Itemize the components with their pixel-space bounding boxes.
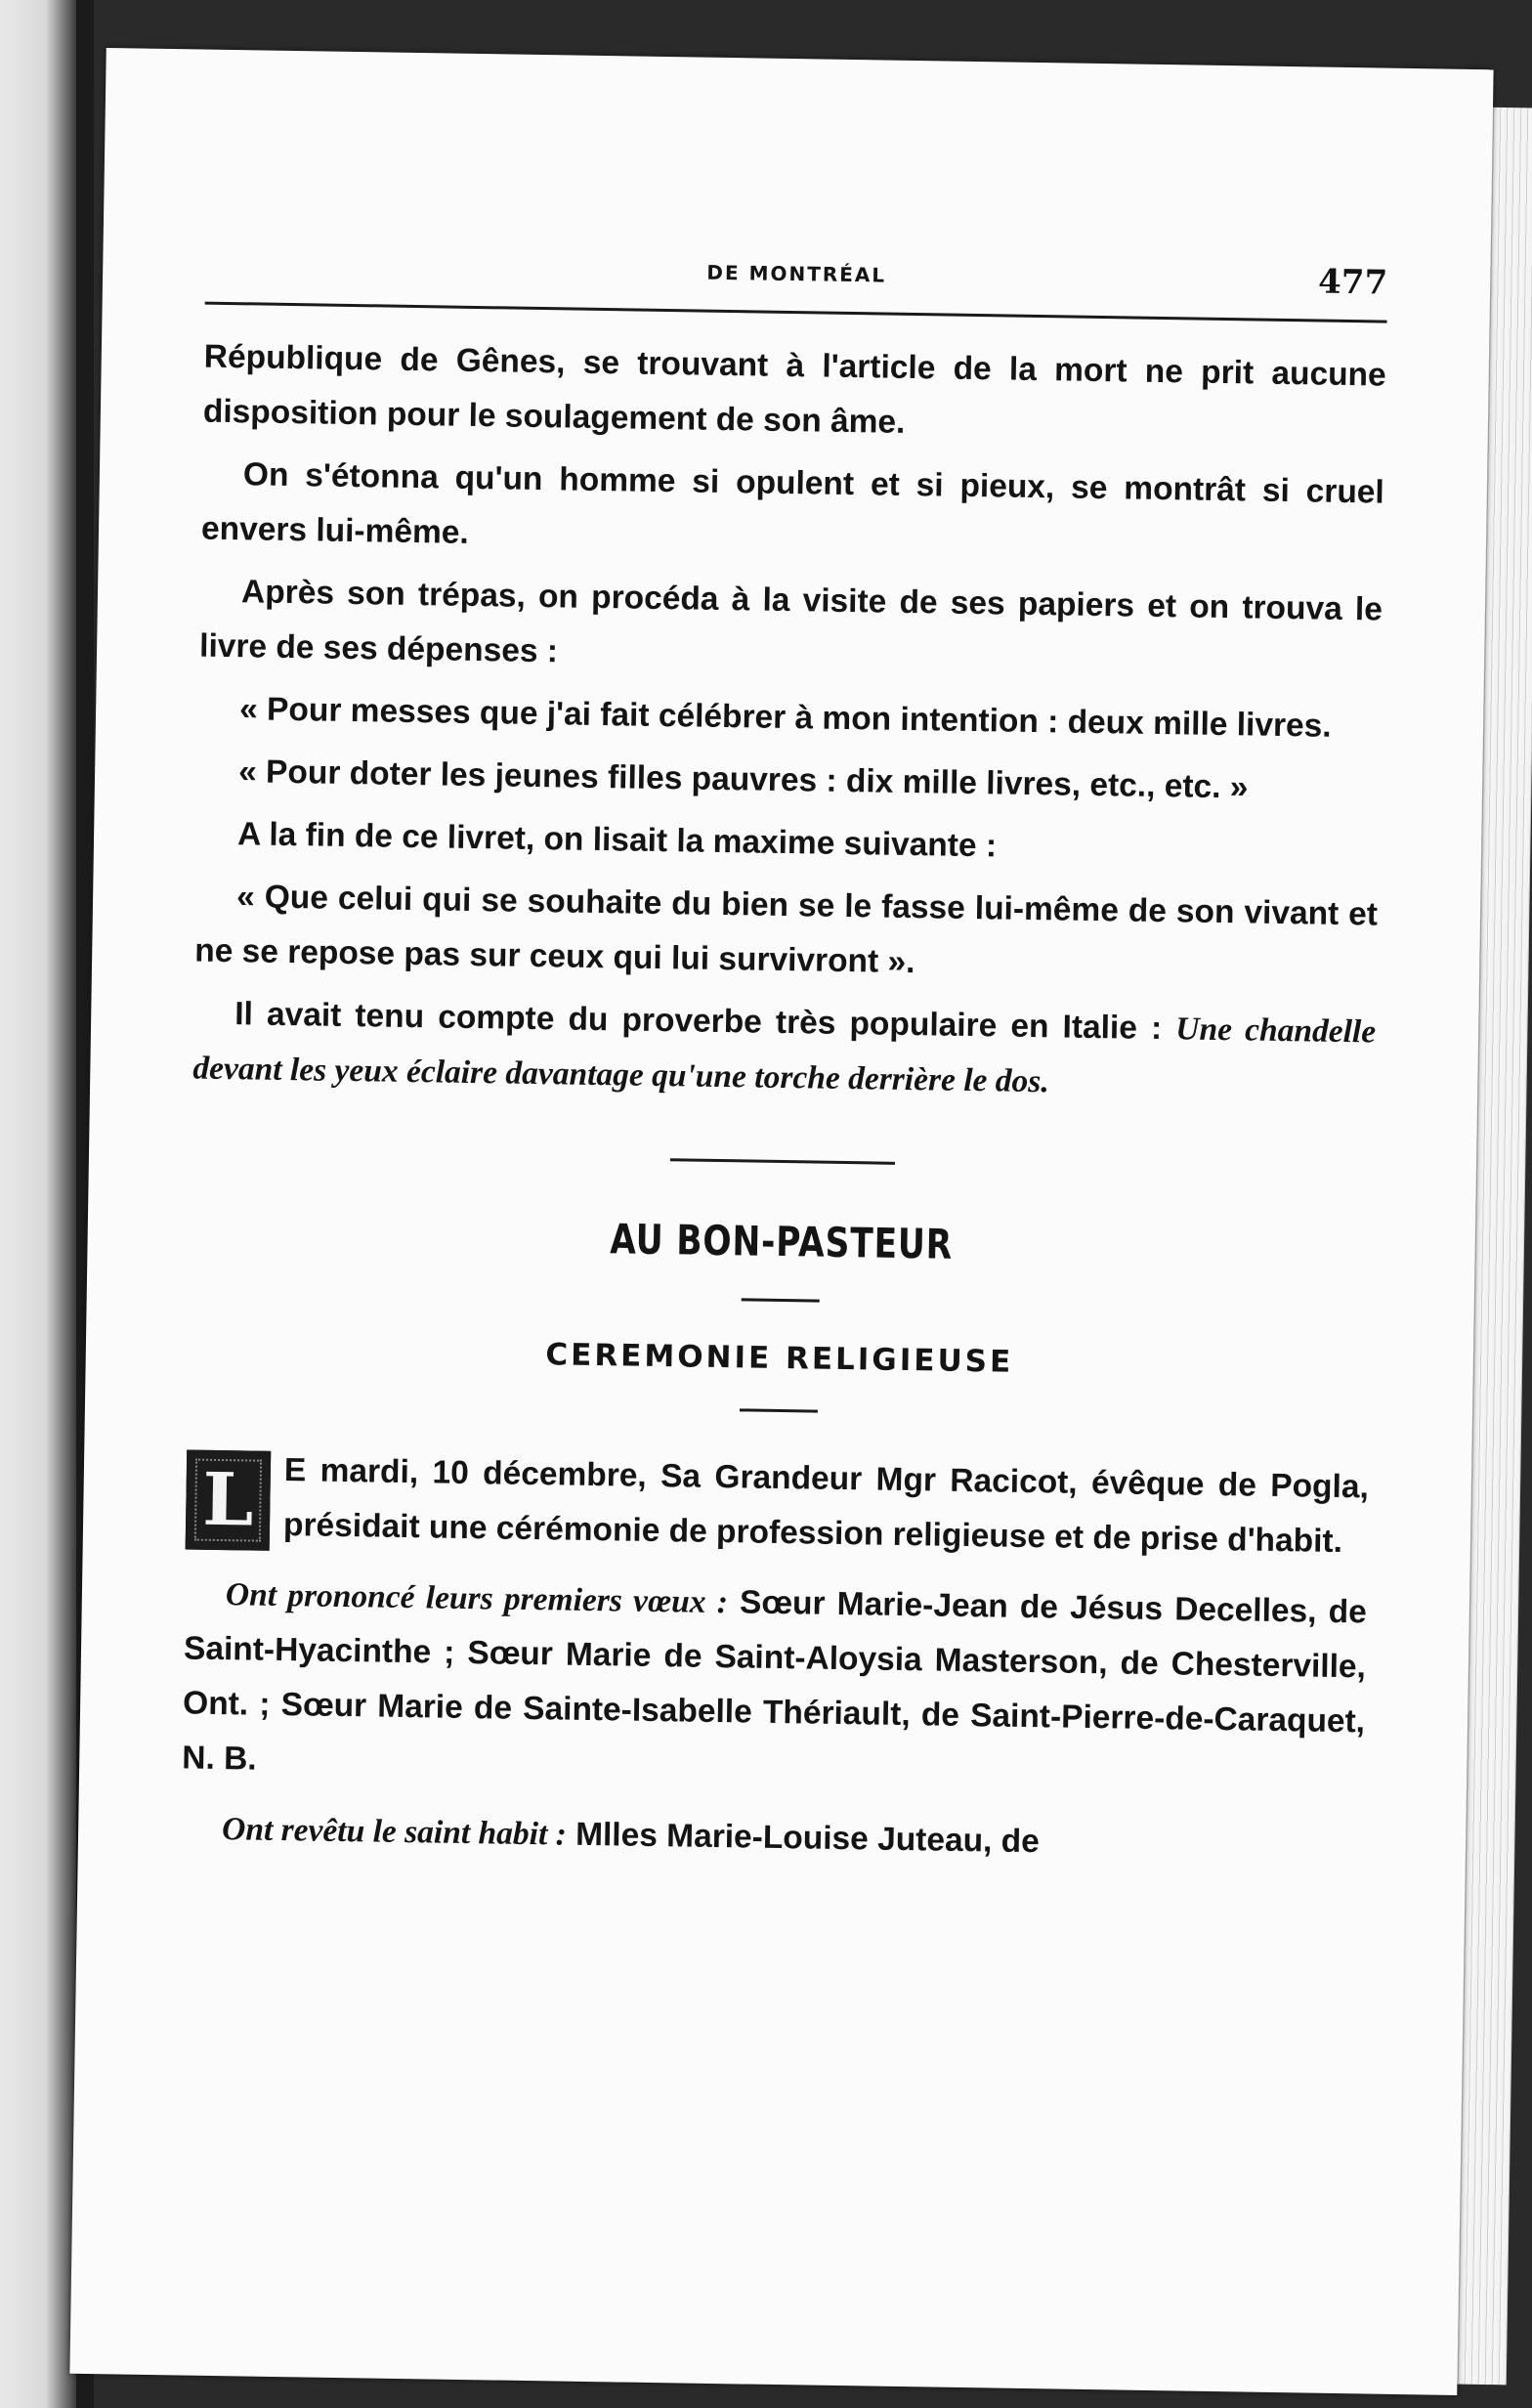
habit-label: Ont revêtu le saint habit : [221,1811,568,1853]
book-page [69,48,1493,2395]
page-content [180,245,1387,1891]
quote-paragraph: « Pour doter les jeunes filles pauvres : dix mille livres, etc., etc. » [237,753,1249,806]
proverb-paragraph [192,987,1377,1115]
opening-paragraph [186,1441,1370,1570]
running-head: DE MONTRÉAL [706,260,887,287]
section-title: AU BON-PASTEUR [609,1215,954,1268]
paragraph: Après son trépas, on procéda à la visite de ses papiers et on trouva le livre de ses dépenses : [198,574,1383,670]
quote-paragraph: « Pour messes que j'ai fait célébrer à mon intention : deux mille livres. [238,691,1332,745]
ceremony-article [181,1441,1370,1874]
section-subtitle: CEREMONIE RELIGIEUSE [545,1337,1014,1380]
proverb-lead: Il avait tenu compte du proverbe très populaire en Italie : [234,996,1163,1048]
subtitle-rule [740,1408,818,1412]
vows-text: Sœur Marie-Jean de Jésus Decelles, de Saint-Hyacinthe ; Sœur Marie de Saint-Aloysia Masterson, de Chesterville, Ont. ; Sœur Marie de Sainte-Isabelle Thériault, de Saint-Pierre-de-Caraquet, N. B. [182,1584,1368,1778]
article-ending [192,330,1386,1115]
section-divider [670,1158,895,1165]
habit-paragraph [181,1801,1364,1874]
opening-text: E mardi, 10 décembre, Sa Grandeur Mgr Racicot, évêque de Pogla, présidait une cérémonie de profession religieuse et de prise d'habit. [282,1452,1370,1561]
habit-text: Mlles Marie-Louise Juteau, de [574,1816,1041,1861]
paragraph: République de Gênes, se trouvant à l'article de la mort ne prit aucune disposition pour le soulagement de son âme. [202,338,1386,441]
vows-paragraph [182,1567,1367,1804]
proverb-italic: Une chandelle devant les yeux éclaire davantage qu'une torche derrière le dos. [192,1010,1377,1100]
vows-label: Ont prononcé leurs premiers vœux : [225,1576,729,1621]
page-number: 477 [1317,262,1388,303]
drop-cap: L [186,1449,272,1550]
facing-page-margin [0,0,76,2408]
page-header [205,245,1388,323]
paragraph: On s'étonna qu'un homme si opulent et si pieux, se montrât si cruel envers lui-même. [200,456,1385,551]
title-rule [742,1298,820,1302]
paragraph: A la fin de ce livret, on lisait la maxime suivante : [236,816,998,865]
quote-paragraph: « Que celui qui se souhaite du bien se le fasse lui-même de son vivant et ne se repose pas sur ceux qui lui survivront ». [193,879,1379,981]
